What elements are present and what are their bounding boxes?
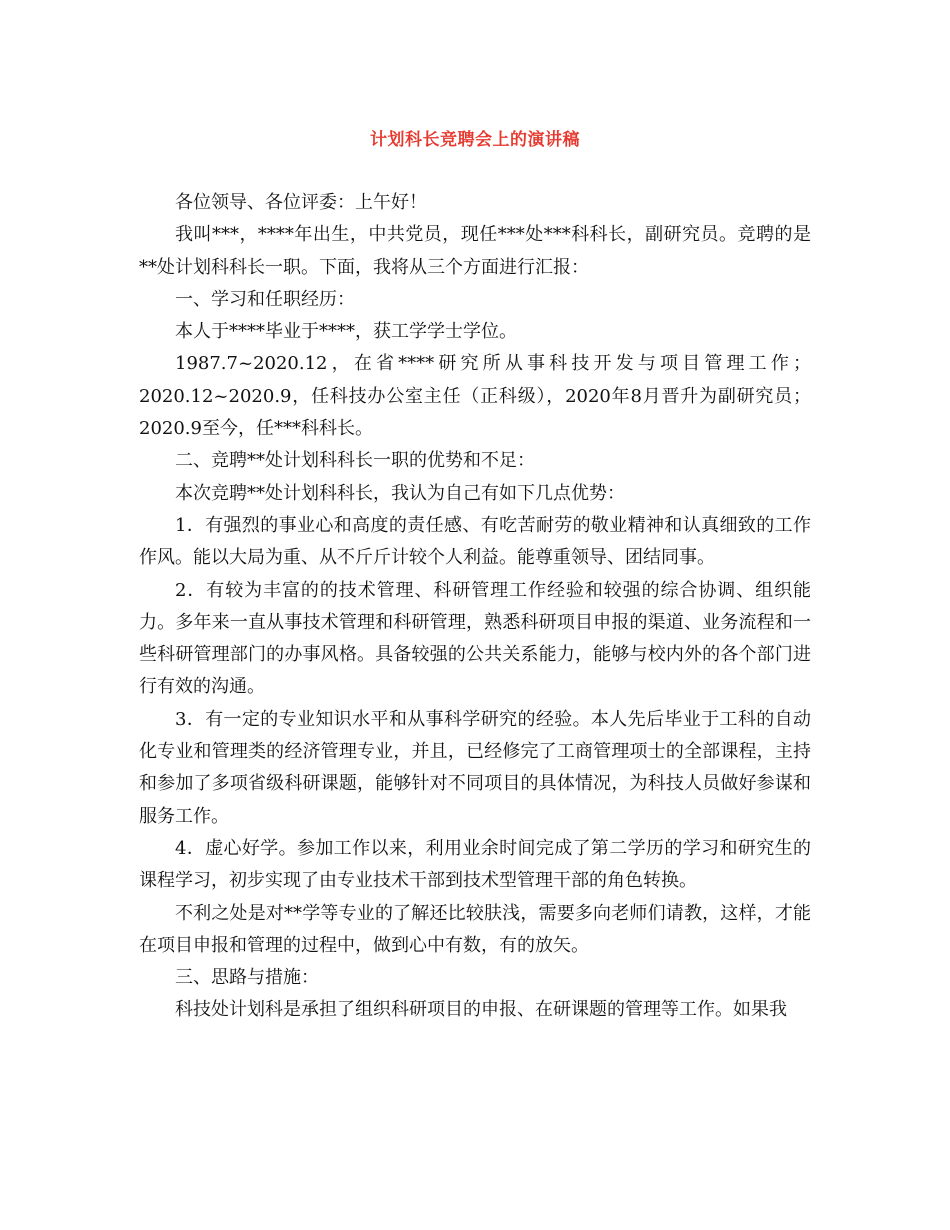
paragraph-advantages-intro: 本次竞聘**处计划科科长，我认为自己有如下几点优势： <box>175 482 625 504</box>
paragraph-education: 本人于****毕业于****，获工学学士学位。 <box>175 321 517 343</box>
paragraph-work-history: 1987.7~2020.12，在省****研究所从事科技开发与项目管理工作；2020.12~2020.9，任科技办公室主任（正科级），2020年8月晋升为副研究员；2020.9至今，任***科科长。 <box>139 353 811 440</box>
paragraph-shortcomings: 不利之处是对**学等专业的了解还比较肤浅，需要多向老师们请教，这样，才能在项目申报和管理的过程中，做到心中有数，有的放矢。 <box>139 902 811 956</box>
list-item-advantage-1: 1．有强烈的事业心和高度的责任感、有吃苦耐劳的敬业精神和认真细致的工作作风。能以大局为重、从不斤斤计较个人利益。能尊重领导、团结同事。 <box>139 514 811 569</box>
section-heading-3: 三、思路与措施： <box>175 967 319 989</box>
list-item-advantage-4: 4．虚心好学。参加工作以来，利用业余时间完成了第二学历的学习和研究生的课程学习，初步实现了由专业技术干部到技术型管理干部的角色转换。 <box>139 837 811 892</box>
section-heading-2: 二、竞聘**处计划科科长一职的优势和不足： <box>175 450 535 472</box>
paragraph-introduction: 我叫***，****年出生，中共党员，现任***处***科科长，副研究员。竞聘的是**处计划科科长一职。下面，我将从三个方面进行汇报： <box>139 224 811 278</box>
document-title: 计划科长竞聘会上的演讲稿 <box>370 130 580 150</box>
document-body <box>139 187 811 1027</box>
list-item-advantage-2: 2．有较为丰富的的技术管理、科研管理工作经验和较强的综合协调、组织能力。多年来一直从事技术管理和科研管理，熟悉科研项目申报的渠道、业务流程和一些科研管理部门的办事风格。具备较强的公共关系能力，能够与校内外的各个部门进行有效的沟通。 <box>139 579 811 698</box>
paragraph-greeting: 各位领导、各位评委：上午好！ <box>175 192 427 213</box>
list-item-advantage-3: 3．有一定的专业知识水平和从事科学研究的经验。本人先后毕业于工科的自动化专业和管理类的经济管理专业，并且，已经修完了工商管理项士的全部课程，主持和参加了多项省级科研课题，能够针对不同项目的具体情况，为科技人员做好参谋和服务工作。 <box>139 708 811 827</box>
section-heading-1: 一、学习和任职经历： <box>175 288 355 310</box>
paragraph-plan: 科技处计划科是承担了组织科研项目的申报、在研课题的管理等工作。如果我 <box>175 999 787 1021</box>
